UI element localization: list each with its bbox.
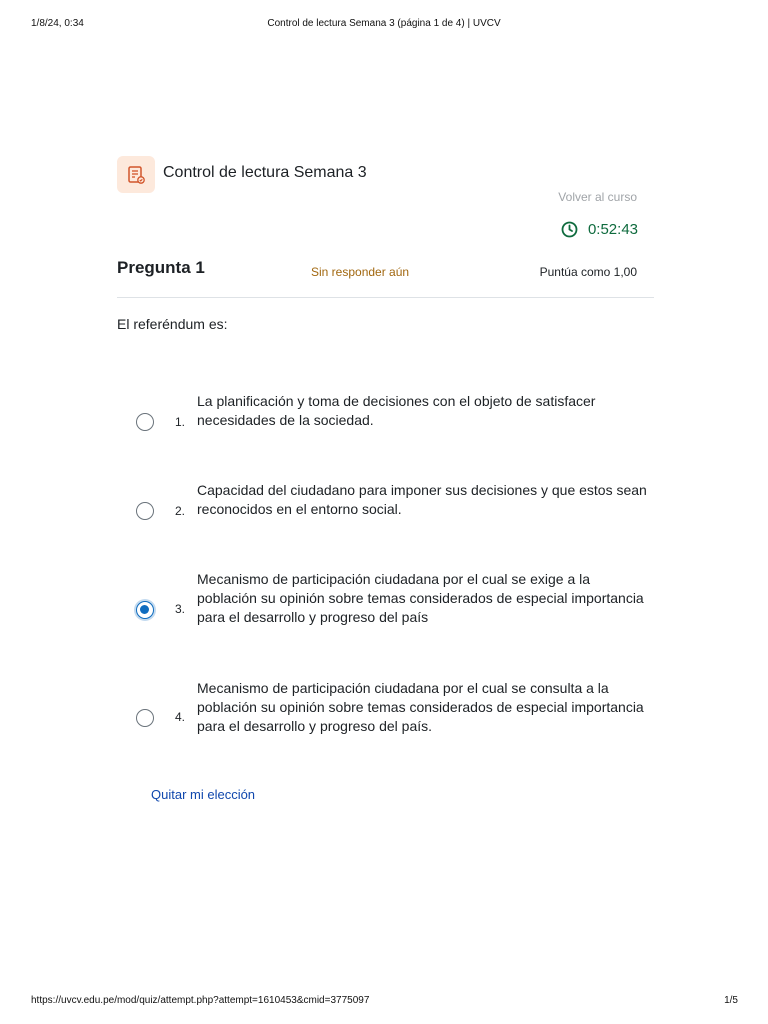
back-to-course-link[interactable]: Volver al curso: [558, 190, 637, 204]
question-text: El referéndum es:: [117, 316, 228, 332]
radio-option-3[interactable]: [136, 601, 154, 619]
quiz-icon: [117, 156, 155, 193]
option-text: Capacidad del ciudadano para imponer sus decisiones y que estos sean reconocidos en el entorno social.: [197, 482, 647, 517]
clock-icon: [561, 221, 578, 238]
option-text: Mecanismo de participación ciudadana por el cual se consulta a la población su opinión sobre temas considerados de especial importancia para el desarrollo y progreso del país.: [197, 680, 644, 734]
answer-option-2[interactable]: [136, 481, 656, 541]
quiz-title: Control de lectura Semana 3: [163, 164, 367, 181]
answer-option-1[interactable]: [136, 392, 656, 452]
question-label: Pregunta 1: [117, 258, 205, 277]
answer-option-4[interactable]: [136, 679, 656, 749]
option-number: 2.: [175, 504, 186, 518]
radio-option-2[interactable]: [136, 502, 154, 520]
print-page-title: Control de lectura Semana 3 (página 1 de 4) | UVCV: [267, 18, 501, 29]
answer-option-3[interactable]: [136, 570, 656, 640]
question-points: Puntúa como 1,00: [539, 265, 637, 279]
option-number: 1.: [175, 415, 186, 429]
print-page-number: 1/5: [724, 995, 738, 1006]
option-number: 3.: [175, 602, 186, 616]
print-url: https://uvcv.edu.pe/mod/quiz/attempt.php?attempt=1610453&cmid=3775097: [31, 995, 370, 1006]
radio-option-1[interactable]: [136, 413, 154, 431]
question-status: Sin responder aún: [311, 265, 410, 279]
divider: [117, 297, 654, 298]
print-datetime: 1/8/24, 0:34: [31, 18, 84, 29]
quiz-timer: [561, 221, 638, 238]
radio-option-4[interactable]: [136, 709, 154, 727]
option-text: Mecanismo de participación ciudadana por el cual se exige a la población su opinión sobre temas considerados de especial importancia para el desarrollo y progreso del país: [197, 571, 644, 625]
quiz-document-icon: [126, 165, 146, 185]
option-text: La planificación y toma de decisiones con el objeto de satisfacer necesidades de la sociedad.: [197, 393, 596, 428]
option-number: 4.: [175, 710, 186, 724]
timer-value: 0:52:43: [587, 221, 638, 238]
clear-choice-link[interactable]: Quitar mi elección: [151, 787, 256, 802]
